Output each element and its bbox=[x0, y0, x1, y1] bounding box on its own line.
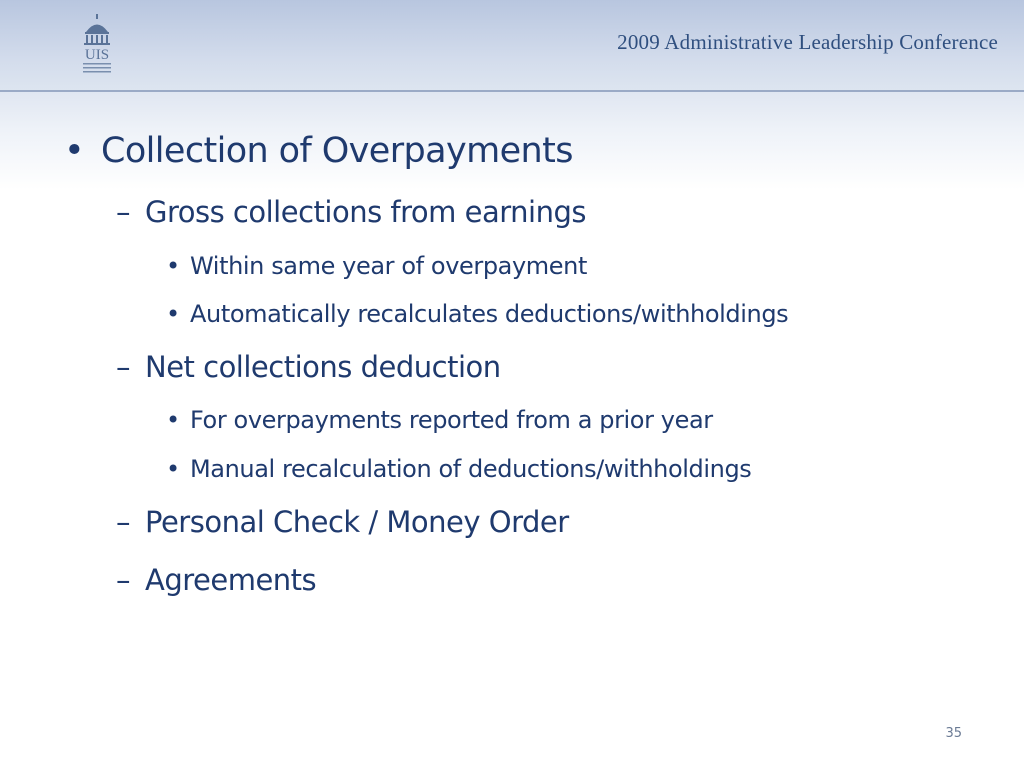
bullet-level3 bbox=[166, 455, 751, 483]
bullet-text: Collection of Overpayments bbox=[101, 131, 573, 171]
page-number: 35 bbox=[945, 726, 962, 741]
bullet-marker: • bbox=[166, 455, 180, 483]
bullet-text: Gross collections from earnings bbox=[145, 195, 586, 229]
bullet-level2 bbox=[116, 195, 586, 229]
bullet-text: Agreements bbox=[145, 563, 317, 597]
bullet-level2 bbox=[116, 563, 316, 597]
dash-marker: – bbox=[116, 195, 130, 229]
bullet-level3 bbox=[166, 406, 713, 434]
bullet-marker: • bbox=[166, 252, 180, 280]
bullet-level3 bbox=[166, 300, 788, 328]
bullet-marker: • bbox=[166, 300, 180, 328]
dash-marker: – bbox=[116, 563, 130, 597]
bullet-marker: • bbox=[64, 131, 85, 171]
bullet-level2 bbox=[116, 350, 501, 384]
bullet-text: Automatically recalculates deductions/withholdings bbox=[190, 300, 789, 328]
bullet-text: For overpayments reported from a prior year bbox=[190, 406, 713, 434]
dash-marker: – bbox=[116, 505, 130, 539]
bullet-text: Personal Check / Money Order bbox=[145, 505, 569, 539]
bullet-text: Manual recalculation of deductions/withholdings bbox=[190, 455, 752, 483]
bullet-level1 bbox=[64, 131, 573, 171]
bullet-text: Within same year of overpayment bbox=[190, 252, 587, 280]
conference-title: 2009 Administrative Leadership Conference bbox=[617, 30, 998, 54]
dash-marker: – bbox=[116, 350, 130, 384]
bullet-text: Net collections deduction bbox=[145, 350, 501, 384]
bullet-level2 bbox=[116, 505, 569, 539]
bullet-marker: • bbox=[166, 406, 180, 434]
bullet-level3 bbox=[166, 252, 587, 280]
logo-text: UIS bbox=[84, 47, 110, 63]
